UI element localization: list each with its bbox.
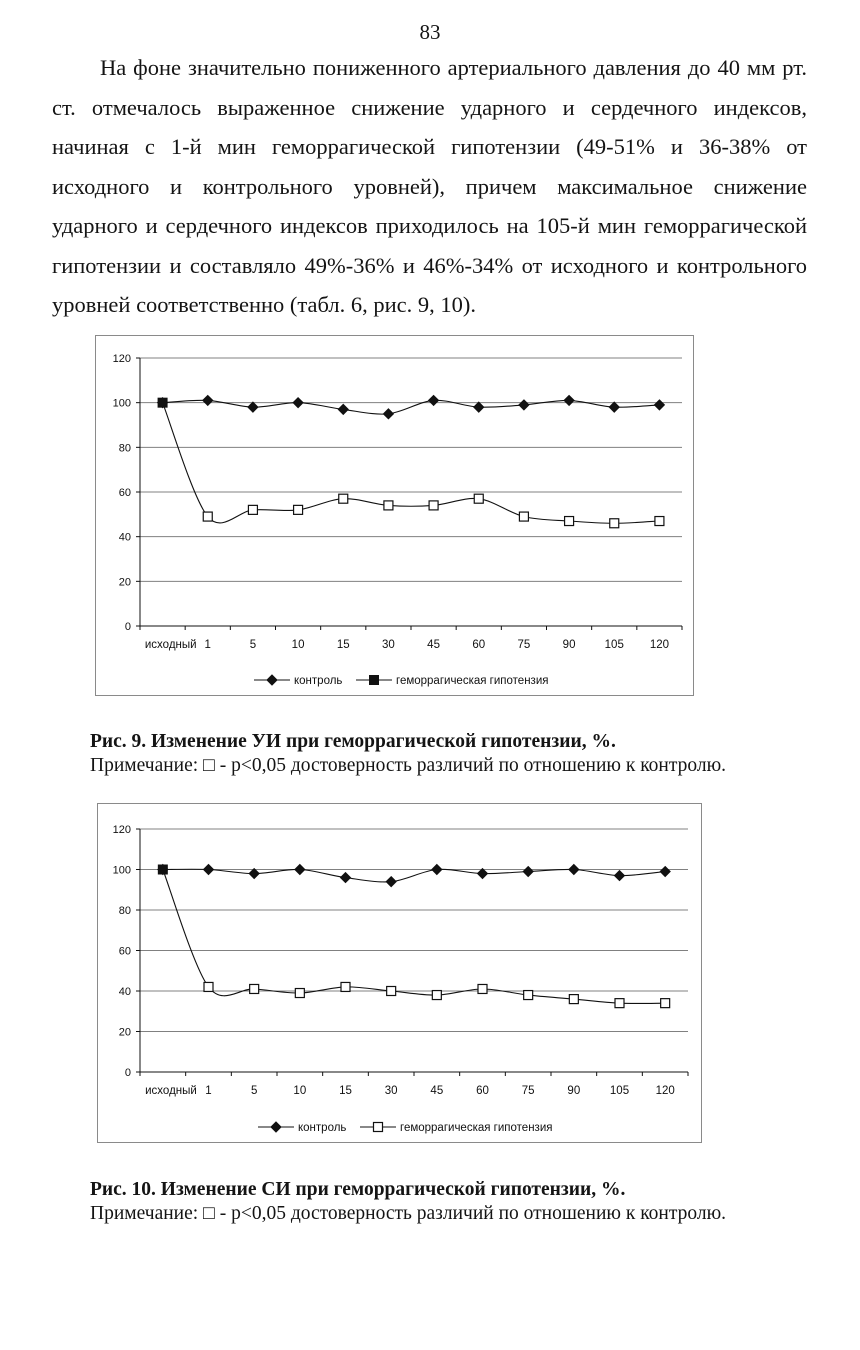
chart2-data-point <box>341 873 351 883</box>
chart1-data-point <box>203 395 213 405</box>
chart1-series-control <box>158 395 665 418</box>
body-paragraph: На фоне значительно пониженного артериального давления до 40 мм рт. ст. отмечалось выраженное снижение ударного и сердечного индексов, начиная с 1-й мин геморрагической гипотензии (49-51% и 36-38% от исходного и контрольного уровней), причем максимальное снижение ударного и сердечного индексов приходилось на 105-й мин геморрагической гипотензии и составляло 49%-36% и 46%-34% от исходного и контрольного уровней соответственно (табл. 6, рис. 9, 10). <box>52 55 807 317</box>
chart1-data-point <box>654 400 664 410</box>
chart2-data-point <box>524 991 533 1000</box>
chart1-data-point <box>338 404 348 414</box>
chart1-data-point <box>294 505 303 514</box>
chart2-data-point <box>204 865 214 875</box>
chart1-x-tick-label: 120 <box>649 639 670 651</box>
chart2-series-hypotension <box>158 865 669 1008</box>
chart2-x-tick-label: 75 <box>521 1085 535 1097</box>
chart1-data-point <box>565 517 574 526</box>
chart1-data-point <box>655 517 664 526</box>
chart2-data-point <box>615 999 624 1008</box>
chart2-y-tick-label: 60 <box>118 945 131 958</box>
chart1-data-point <box>248 505 257 514</box>
figure-10-caption <box>90 1178 726 1226</box>
chart2-data-point <box>569 995 578 1004</box>
chart1-x-tick-label: 105 <box>604 639 624 651</box>
chart2-data-point <box>478 869 488 879</box>
chart1-y-tick-label: 0 <box>124 621 131 633</box>
chart2-data-point <box>386 877 396 887</box>
page-number: 83 <box>419 20 441 44</box>
chart2-data-point <box>295 989 304 998</box>
cardiac-index-chart-svg <box>98 804 701 1142</box>
chart1-data-point <box>474 494 483 503</box>
chart2-data-point <box>661 999 670 1008</box>
chart2-x-tick-label: 5 <box>250 1085 258 1097</box>
chart1-legend-marker <box>267 675 277 685</box>
chart2-data-point <box>615 871 625 881</box>
chart1-legend-label: контроль <box>294 675 343 687</box>
chart1-data-point <box>519 512 528 521</box>
chart2-data-point <box>250 984 259 993</box>
chart2-x-tick-label: 120 <box>655 1085 675 1097</box>
figure-9-caption <box>90 730 726 778</box>
chart1-x-tick-label: 90 <box>562 639 576 651</box>
chart2-data-point <box>158 865 167 874</box>
chart1-data-point <box>293 398 303 408</box>
chart2-y-tick-label: 120 <box>112 824 131 836</box>
chart1-x-tick-label: 1 <box>204 639 211 651</box>
figure-10-note: Примечание: □ - p<0,05 достоверность различий по отношению к контролю. <box>90 1203 727 1224</box>
chart1-data-point <box>339 494 348 503</box>
chart2-data-point <box>341 982 350 991</box>
chart1-data-point <box>609 402 619 412</box>
chart2-x-tick-label: исходный <box>145 1085 197 1097</box>
chart2-series-line <box>163 869 665 882</box>
chart1-series-line <box>163 403 660 524</box>
chart1-x-tick-label: 15 <box>336 639 350 651</box>
chart2-data-point <box>523 867 533 877</box>
chart1-legend-marker <box>370 676 379 685</box>
chart2-y-tick-label: 0 <box>124 1067 131 1079</box>
chart2-x-tick-label: 15 <box>339 1085 352 1097</box>
chart2-legend-marker <box>271 1122 281 1132</box>
chart2-x-tick-label: 1 <box>205 1085 212 1097</box>
chart1-y-tick-label: 20 <box>118 576 131 589</box>
chart1-x-tick-label: 75 <box>517 639 531 651</box>
chart2-data-point <box>569 865 579 875</box>
chart2-data-point <box>660 867 670 877</box>
chart2-data-point <box>204 982 213 991</box>
chart2-x-tick-label: 30 <box>384 1085 398 1097</box>
chart2-x-tick-label: 60 <box>476 1085 489 1097</box>
chart1-x-tick-label: 45 <box>427 639 440 651</box>
chart2-x-tick-label: 10 <box>293 1085 307 1097</box>
chart1-x-tick-label: исходный <box>144 639 197 651</box>
chart2-data-point <box>295 865 305 875</box>
chart2-series-line <box>163 870 665 1004</box>
chart1-x-tick-label: 5 <box>249 639 257 651</box>
chart2-y-tick-label: 40 <box>118 986 131 998</box>
chart2-x-tick-label: 90 <box>567 1085 581 1097</box>
chart1-series-hypotension <box>158 398 664 528</box>
chart2-data-point <box>432 865 442 875</box>
chart2-x-tick-label: 45 <box>430 1085 444 1097</box>
chart2-legend-label: геморрагическая гипотензия <box>400 1122 553 1134</box>
chart1-legend <box>254 675 548 687</box>
figure-10-title: Рис. 10. Изменение СИ при геморрагической гипотензии, %. <box>90 1179 626 1200</box>
chart2-y-tick-label: 20 <box>118 1026 131 1039</box>
chart1-y-tick-label: 40 <box>118 531 131 544</box>
chart1-data-point <box>429 501 438 510</box>
chart1-data-point <box>429 395 439 405</box>
chart1-data-point <box>384 501 393 510</box>
chart2-y-tick-label: 100 <box>112 864 131 877</box>
chart1-legend-label: геморрагическая гипотензия <box>396 675 549 687</box>
chart1-data-point <box>383 409 393 419</box>
chart1-y-tick-label: 60 <box>118 487 131 499</box>
chart2-data-point <box>432 991 441 1000</box>
cardiac-index-chart <box>97 803 702 1143</box>
chart2-legend-marker <box>374 1123 383 1132</box>
chart1-data-point <box>564 395 574 405</box>
chart1-y-tick-label: 80 <box>118 442 131 455</box>
chart1-x-tick-label: 60 <box>472 639 486 651</box>
chart1-y-tick-label: 120 <box>112 353 131 365</box>
chart1-y-tick-label: 100 <box>112 397 131 410</box>
chart2-data-point <box>478 984 487 993</box>
chart2-x-tick-label: 105 <box>609 1085 630 1097</box>
chart2-series-control <box>158 865 670 887</box>
stroke-index-chart <box>95 335 694 696</box>
chart1-data-point <box>158 398 167 407</box>
chart1-x-tick-label: 30 <box>382 639 395 651</box>
figure-9-title: Рис. 9. Изменение УИ при геморрагической гипотензии, %. <box>90 731 616 752</box>
stroke-index-chart-svg <box>96 336 693 695</box>
chart2-legend <box>258 1122 552 1134</box>
chart1-data-point <box>203 512 212 521</box>
chart1-data-point <box>474 402 484 412</box>
chart2-data-point <box>249 869 259 879</box>
chart1-x-tick-label: 10 <box>291 639 305 651</box>
chart1-data-point <box>519 400 529 410</box>
chart2-data-point <box>387 987 396 996</box>
chart1-data-point <box>248 402 258 412</box>
chart2-legend-label: контроль <box>298 1122 347 1134</box>
chart2-y-tick-label: 80 <box>118 905 131 917</box>
chart1-data-point <box>610 519 619 528</box>
figure-9-note: Примечание: □ - p<0,05 достоверность различий по отношению к контролю. <box>90 755 727 776</box>
